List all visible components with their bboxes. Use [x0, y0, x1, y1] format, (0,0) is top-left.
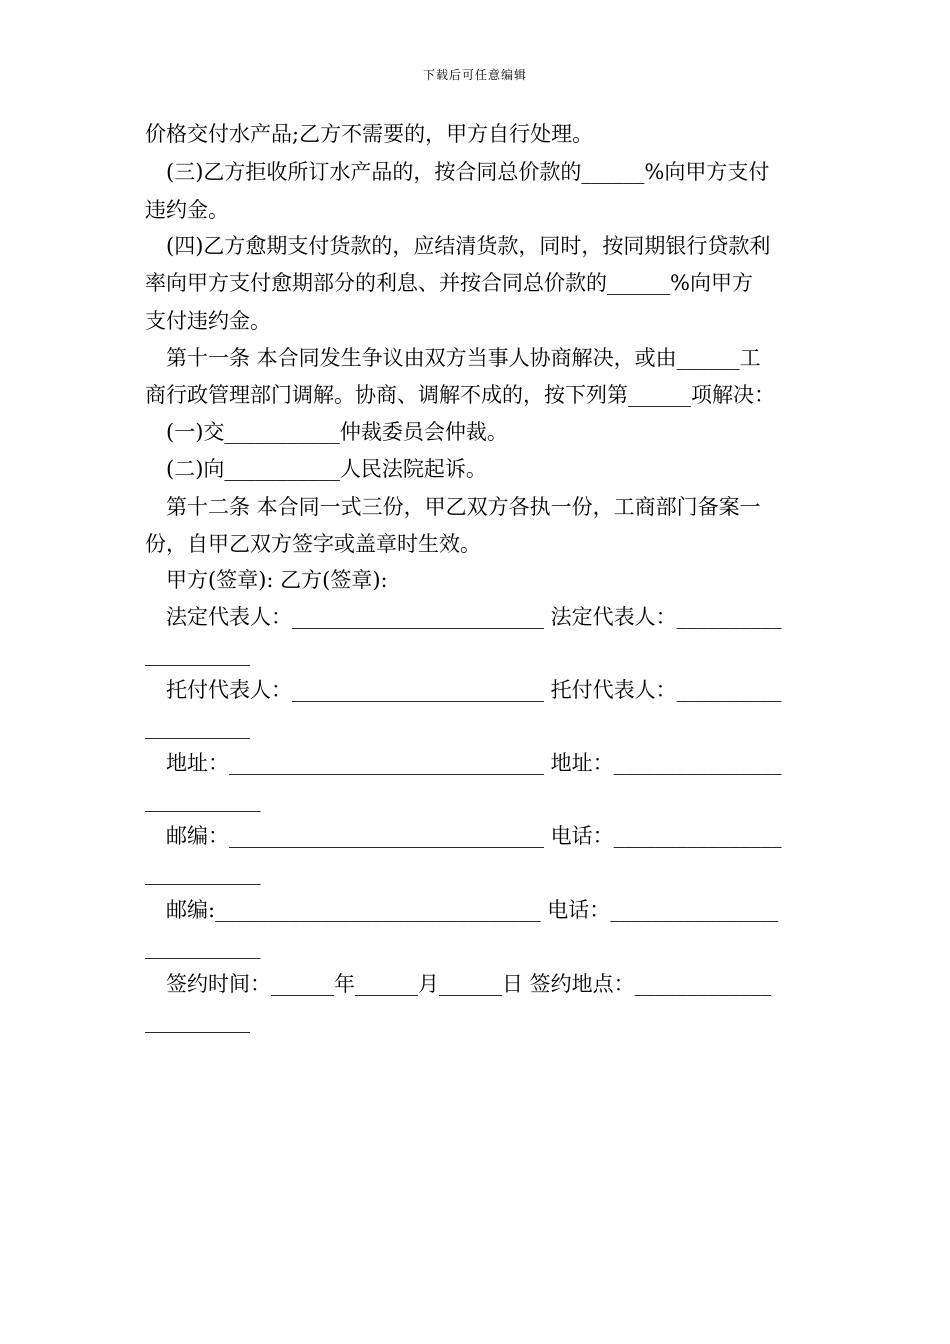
text-line: 第十二条 本合同一式三份，甲乙双方各执一份，工商部门备案一 [166, 495, 761, 519]
signature-line-continued: ___________ [145, 861, 261, 885]
text-line: 甲方(签章): 乙方(签章): [166, 568, 388, 592]
text-line: (一)交___________仲裁委员会仲裁。 [166, 420, 508, 444]
signature-line: 法定代表人：________________________ 法定代表人：__________ [166, 605, 782, 629]
text-line: 价格交付水产品;乙方不需要的，甲方自行处理。 [145, 122, 594, 146]
signature-line: 托付代表人：________________________ 托付代表人：__________ [166, 678, 782, 702]
signature-line-continued: __________ [145, 1009, 250, 1033]
signature-line-continued: ___________ [145, 935, 261, 959]
signature-line: 邮编：______________________________ 电话：________________ [166, 824, 782, 848]
text-line: 商行政管理部门调解。协商、调解不成的，按下列第______项解决： [145, 383, 775, 407]
text-line: 违约金。 [145, 198, 229, 222]
text-line: (四)乙方愈期支付货款的，应结清货款，同时，按同期银行贷款利 [166, 234, 771, 258]
signature-line: 签约时间：______年______月______日 签约地点：_____________ [166, 972, 772, 996]
page-header: 下载后可任意编辑 [422, 68, 527, 82]
signature-line-continued: __________ [145, 715, 250, 739]
signature-line: 地址：______________________________ 地址：________________ [166, 751, 782, 775]
signature-line-continued: ___________ [145, 788, 261, 812]
text-line: (二)向___________人民法院起诉。 [166, 457, 487, 481]
signature-line: 邮编:_______________________________ 电话：________________ [166, 898, 779, 922]
text-line: 第十一条 本合同发生争议由双方当事人协商解决，或由______工 [166, 346, 761, 370]
signature-line-continued: __________ [145, 642, 250, 666]
text-line: 支付违约金。 [145, 309, 271, 333]
text-line: (三)乙方拒收所订水产品的，按合同总价款的______%向甲方支付 [166, 160, 770, 184]
text-line: 率向甲方支付愈期部分的利息、并按合同总价款的______%向甲方 [145, 271, 753, 295]
text-line: 份，自甲乙双方签字或盖章时生效。 [145, 532, 481, 556]
